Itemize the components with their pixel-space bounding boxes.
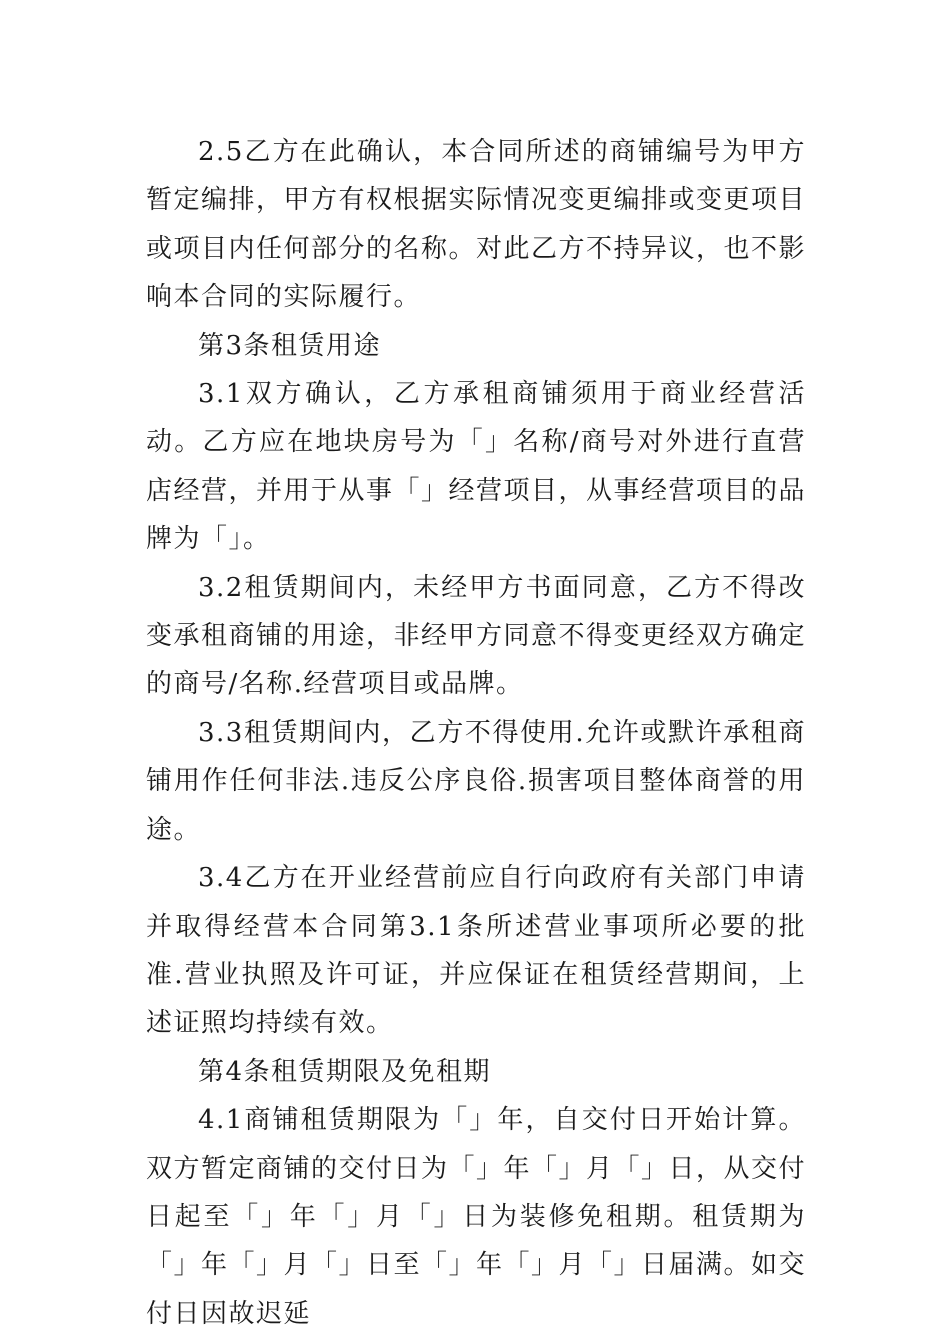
document-body bbox=[146, 128, 806, 1338]
clause-3-1: 3.1双方确认，乙方承租商铺须用于商业经营活动。乙方应在地块房号为「」名称/商号对外进行直营店经营，并用于从事「」经营项目，从事经营项目的品牌为「」。 bbox=[146, 379, 807, 555]
clause-3-2: 3.2租赁期间内，未经甲方书面同意，乙方不得改变承租商铺的用途，非经甲方同意不得变更经双方确定的商号/名称.经营项目或品牌。 bbox=[146, 572, 807, 700]
clause-3-3: 3.3租赁期间内，乙方不得使用.允许或默许承租商铺用作任何非法.违反公序良俗.损害项目整体商誉的用途。 bbox=[146, 717, 806, 845]
clause-3-4: 3.4乙方在开业经营前应自行向政府有关部门申请并取得经营本合同第3.1条所述营业事项所必要的批准.营业执照及许可证，并应保证在租赁经营期间，上述证照均持续有效。 bbox=[146, 863, 806, 1039]
article-4-heading: 第4条租赁期限及免租期 bbox=[198, 1056, 492, 1087]
article-3-heading: 第3条租赁用途 bbox=[198, 330, 382, 361]
clause-2-5: 2.5乙方在此确认，本合同所述的商铺编号为甲方暂定编排，甲方有权根据实际情况变更编排或变更项目或项目内任何部分的名称。对此乙方不持异议，也不影响本合同的实际履行。 bbox=[146, 137, 807, 313]
clause-4-1: 4.1商铺租赁期限为「」年，自交付日开始计算。双方暂定商铺的交付日为「」年「」月「」日，从交付日起至「」年「」月「」日为装修免租期。租赁期为「」年「」月「」日至「」年「」月「」日届满。如交付日因故迟延 bbox=[146, 1105, 807, 1329]
